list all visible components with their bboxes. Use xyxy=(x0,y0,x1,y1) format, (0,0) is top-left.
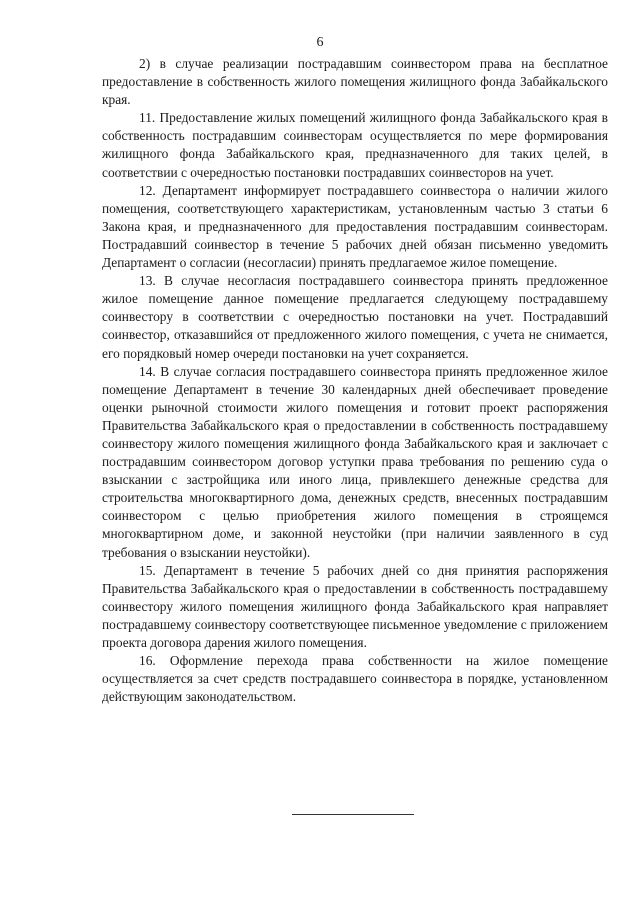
closing-divider-line xyxy=(292,814,414,815)
paragraph-13: 13. В случае несогласия пострадавшего соинвестора принять предложенное жилое помещение данное помещение предлагается следующему пострадавшему соинвестору в соответствии с очередностью постановки на учет. Пострадавший соинвестор, отказавшийся от предложенного жилого помещения, с учета не снимается, его порядковый номер очереди постановки на учет сохраняется. xyxy=(102,273,608,361)
paragraph-11: 11. Предоставление жилых помещений жилищного фонда Забайкальского края в собственность пострадавшим соинвесторам осуществляется по мере формирования жилищного фонда Забайкальского края, предназначенного для таких целей, в соответствии с очередностью постановки пострадавших соинвесторов на учет. xyxy=(102,110,608,180)
document-body xyxy=(102,55,608,706)
paragraph-12: 12. Департамент информирует пострадавшего соинвестора о наличии жилого помещения, соответствующего характеристикам, установленным частью 3 статьи 6 Закона края, и предназначенного для предоставления пострадавшим соинвесторам. Пострадавший соинвестор в течение 5 рабочих дней обязан письменно уведомить Департамент о согласии (несогласии) принять предлагаемое жилое помещение. xyxy=(102,182,608,271)
paragraph-14: 14. В случае согласия пострадавшего соинвестора принять предложенное жилое помещение Департамент в течение 30 календарных дней обеспечивает проведение оценки рыночной стоимости жилого помещения и готовит проект распоряжения Правительства Забайкальского края о предоставлении в собственность пострадавшему соинвестору жилого помещения жилищного фонда Забайкальского края и заключает с пострадавшим соинвестором договор уступки права требования по решению суда о взыскании с застройщика или иного лица, привлекшего денежные средства для строительства многоквартирного дома, денежных средств, внесенных пострадавшим соинвестором с целью приобретения жилого помещения в строящемся многоквартирном доме, и законной неустойки (при наличии заявленного в суд требования о взыскании неустойки). xyxy=(102,363,608,560)
paragraph-2-item: 2) в случае реализации пострадавшим соинвестором права на бесплатное предоставление в собственность жилого помещения жилищного фонда Забайкальского края. xyxy=(102,56,608,108)
paragraph-15: 15. Департамент в течение 5 рабочих дней со дня принятия распоряжения Правительства Забайкальского края о предоставлении в собственность пострадавшему соинвестору жилого помещения жилищного фонда Забайкальского края направляет пострадавшему соинвестору соответствующее письменное уведомление с приложением проекта договора дарения жилого помещения. xyxy=(102,562,608,650)
page-number: 6 xyxy=(316,35,324,50)
paragraph-16: 16. Оформление перехода права собственности на жилое помещение осуществляется за счет средств пострадавшего соинвестора в порядке, установленном действующим законодательством. xyxy=(102,653,608,705)
